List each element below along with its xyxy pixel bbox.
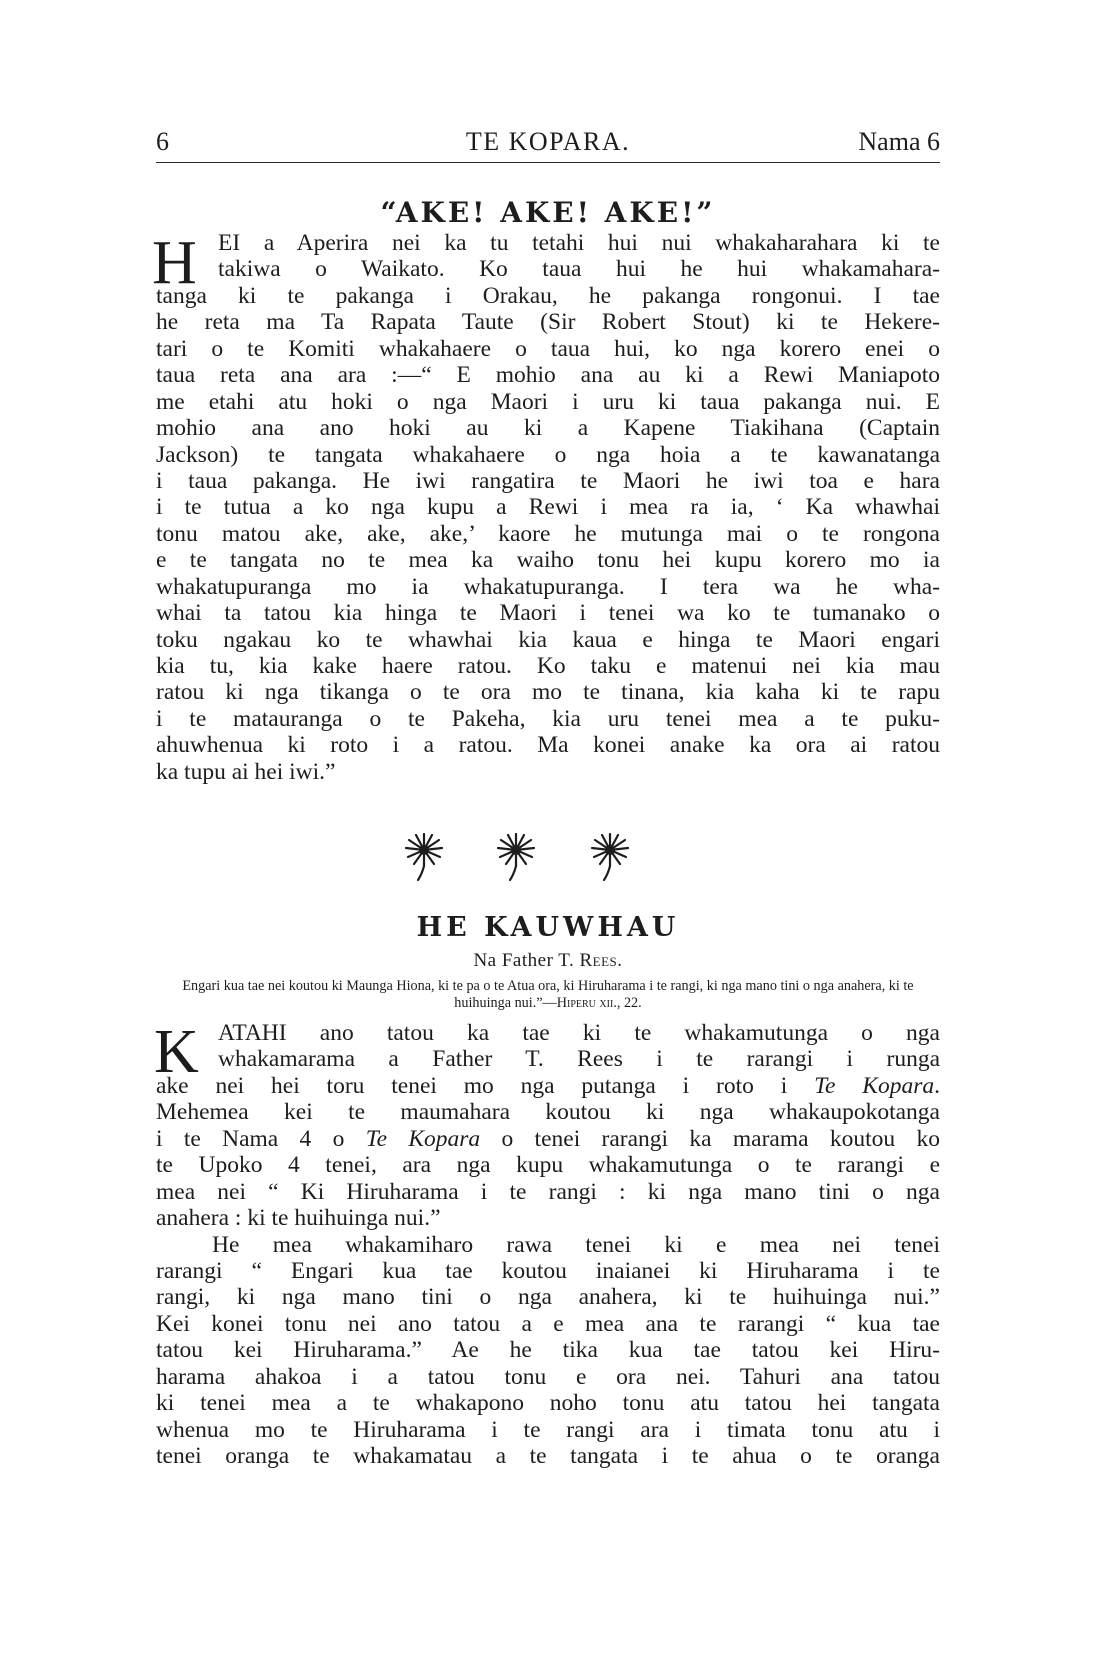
text-line: taua reta ana ara :—“ E mohio ana au ki a Rewi Maniapoto: [156, 362, 940, 389]
ornament-divider: [156, 830, 940, 886]
text-line: mea nei “ Ki Hiruharama i te rangi : ki nga mano tini o nga: [156, 1178, 940, 1205]
text-line: te Upoko 4 tenei, ara nga kupu whakamutunga o te rarangi e: [156, 1152, 940, 1179]
text-line: tenei oranga te whakamatau a te tangata i te ahua o te oranga: [156, 1443, 940, 1469]
flower-ornament-icon: [402, 830, 446, 882]
text-line: EI a Aperira nei ka tu tetahi hui nui whakaharahara ki te: [218, 230, 940, 256]
text-line: tari o te Komiti whakahaere o taua hui, ko nga korero enei o: [156, 335, 940, 362]
epigraph: [156, 978, 940, 1012]
text-line: i te Nama 4 o Te Kopara o tenei rarangi ka marama koutou ko: [156, 1125, 940, 1152]
text-line: tonu matou ake, ake, ake,’ kaore he mutunga mai o te rongona: [156, 520, 940, 547]
text-line: He mea whakamiharo rawa tenei ki e mea nei tenei: [212, 1231, 940, 1258]
text-line: ki tenei mea a te whakapono noho tonu atu tatou hei tangata: [156, 1390, 940, 1417]
text-line: whai ta tatou kia hinga te Maori i tenei wa ko te tumanako o: [156, 600, 940, 627]
text-line: e te tangata no te mea ka waiho tonu hei kupu korero mo ia: [156, 547, 940, 574]
article-body-ake: [152, 229, 940, 785]
text-line: whakamarama a Father T. Rees i te rarangi i runga: [218, 1046, 940, 1073]
text-line: Kei konei tonu nei ano tatou a e mea ana te rarangi “ kua tae: [156, 1310, 940, 1337]
text-line: Mehemea kei te maumahara koutou ki nga whakaupokotanga: [156, 1099, 940, 1126]
text-line: ratou ki nga tikanga o te ora mo te tinana, kia kaha ki te rapu: [156, 679, 940, 706]
text-line: rarangi “ Engari kua tae koutou inaianei ki Hiruharama i te: [156, 1257, 940, 1284]
text-line: ka tupu ai hei iwi.”: [156, 758, 336, 785]
text-line: tanga ki te pakanga i Orakau, he pakanga rongonui. I tae: [156, 282, 940, 309]
byline-prefix: Na Father T.: [473, 950, 580, 971]
text-line: whenua mo te Hiruharama i te rangi ara i timata tonu atu i: [156, 1416, 940, 1443]
text-line: rangi, ki nga mano tini o nga anahera, ki te huihuinga nui.”: [156, 1284, 940, 1311]
text-line: toku ngakau ko te whawhai kia kaua e hinga te Maori engari: [156, 626, 940, 653]
text-line: me etahi atu hoki o nga Maori i uru ki taua pakanga nui. E: [156, 388, 940, 415]
byline: [156, 950, 940, 972]
text-line: ahuwhenua ki roto i a ratou. Ma konei anake ka ora ai ratou: [156, 732, 940, 759]
byline-author: Rees.: [579, 950, 623, 971]
drop-cap-h: H: [152, 229, 197, 297]
text-line: he reta ma Ta Rapata Taute (Sir Robert Stout) ki te Hekere-: [156, 309, 940, 336]
text-line: i taua pakanga. He iwi rangatira te Maori he iwi toa e hara: [156, 467, 940, 494]
running-header: [156, 128, 940, 163]
article-title-ake: “AKE! AKE! AKE!”: [380, 196, 716, 229]
text-line: harama ahakoa i a tatou tonu e ora nei. Tahuri ana tatou: [156, 1363, 940, 1390]
issue-number: Nama 6: [858, 127, 940, 156]
text-line: anahera : ki te huihuinga nui.”: [156, 1205, 441, 1232]
text-line: whakatupuranga mo ia whakatupuranga. I tera wa he wha-: [156, 573, 940, 600]
text-line: ake nei hei toru tenei mo nga putanga i roto i Te Kopara.: [156, 1072, 940, 1099]
text-line: ATAHI ano tatou ka tae ki te whakamutunga o nga: [218, 1020, 940, 1046]
text-line: Jackson) te tangata whakahaere o nga hoia a te kawanatanga: [156, 441, 940, 468]
text-line: tatou kei Hiruharama.” Ae he tika kua tae tatou kei Hiru-: [156, 1337, 940, 1364]
drop-cap-k: K: [154, 1018, 199, 1086]
text-line: mohio ana ano hoki au ki a Kapene Tiakihana (Captain: [156, 415, 940, 442]
article-body-kauwhau: [156, 1020, 940, 1469]
epigraph-text: Engari kua tae nei koutou ki Maunga Hiona, ki te pa o te Atua ora, ki Hiruharama i te rangi, ki nga mano tini o nga anahera, ki te huihuinga nui.”—: [182, 978, 914, 1011]
publication-title: TE KOPARA.: [465, 127, 631, 156]
article-title-kauwhau: HE KAUWHAU: [416, 912, 680, 943]
text-line: kia tu, kia kake haere ratou. Ko taku e matenui nei kia mau: [156, 653, 940, 679]
text-line: takiwa o Waikato. Ko taua hui he hui whakamahara-: [218, 256, 940, 283]
flower-ornament-icon: [494, 830, 538, 882]
flower-ornament-icon: [588, 830, 632, 882]
epigraph-reference: Hiperu xii., 22.: [556, 995, 642, 1011]
text-line: i te matauranga o te Pakeha, kia uru tenei mea a te puku-: [156, 705, 940, 732]
page-number: 6: [156, 127, 169, 156]
text-line: i te tutua a ko nga kupu a Rewi i mea ra ia, ‘ Ka whawhai: [156, 494, 940, 521]
